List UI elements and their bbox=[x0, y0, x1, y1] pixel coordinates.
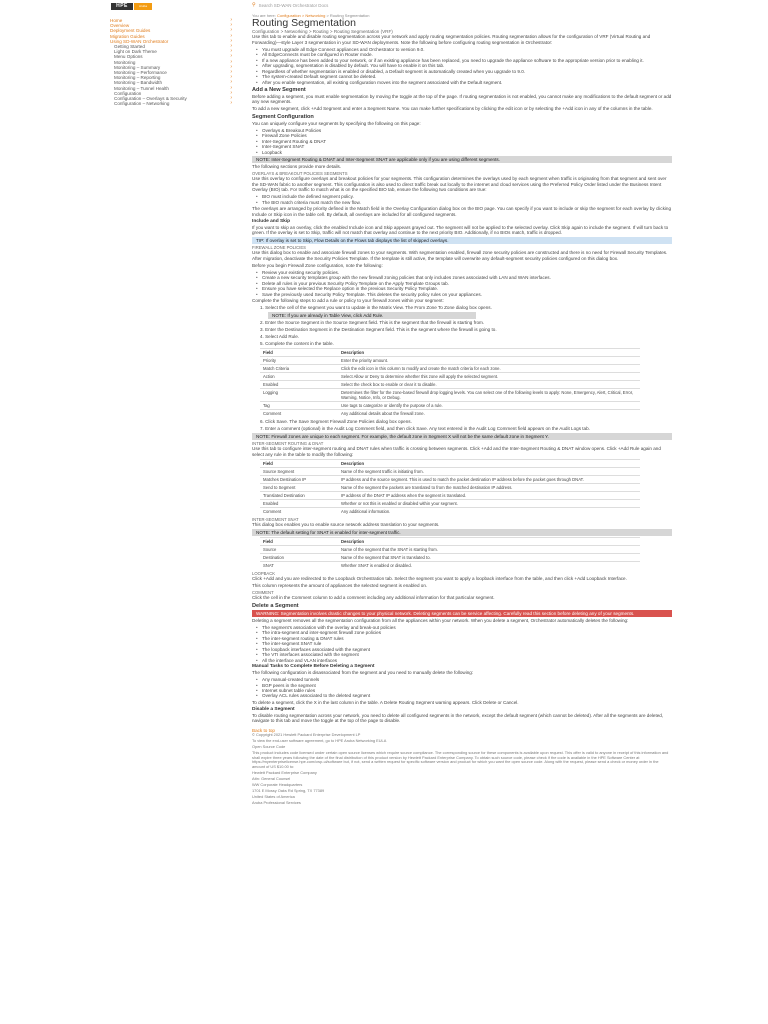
sidebar-item-label: Home bbox=[110, 18, 123, 23]
loopback-label: LOOPBACK bbox=[252, 571, 276, 577]
list-item: • After you enable segmentation, all existing configuration moves into the segment associated with the Default segment. bbox=[262, 80, 672, 85]
table-row bbox=[260, 546, 640, 554]
sidebar-nav bbox=[110, 18, 232, 106]
list-item: • Save the previously used Security Policy Template. This deletes the security policy rules on your appliances. bbox=[262, 292, 672, 297]
comment-label: COMMENT bbox=[252, 590, 274, 596]
inter-segment-snat-label: INTER-SEGMENT SNAT bbox=[252, 516, 299, 522]
list-item: • The inter-segment routing & DNAT rules bbox=[262, 636, 672, 641]
footer-line: Open Source Code bbox=[252, 743, 286, 749]
table-cell: Translated Destination bbox=[260, 491, 338, 499]
footer-line: © Copyright 2021 Hewlett Packard Enterprise Development LP bbox=[252, 731, 361, 737]
note-snat-default: NOTE: The default setting for SNAT is enabled for inter-segment traffic. bbox=[252, 529, 672, 536]
loopback-text-2: This column represents the amount of appliances the selected segment is enabled on. bbox=[252, 583, 428, 589]
list-item: • Create a new security templates group with the new firewall zoning policies that only includes zones associated with LAN and WAN interfaces. bbox=[262, 275, 672, 280]
overlays-text: Use this overlay to configure overlays and breakout policies for your segments. This configuration determines the overlays used by each segment when traffic is originating from that segment and sent over the SD-WAN fabric to another segment. This configuration is also used to direct traffic break out locally to the internet and cloud services using the Preferred Policy Order listed under the Business Intent Overlay (BIO) tab. For traffic to match what is on the specified BIO tab, ensure the following two conditions are true: bbox=[252, 176, 667, 193]
table-row bbox=[260, 483, 640, 491]
table-cell: Destination bbox=[260, 554, 338, 562]
table-cell: Matches Destination IP bbox=[260, 475, 338, 483]
table-cell: Any additional information. bbox=[338, 507, 640, 515]
sidebar-item-label: Monitoring – Bandwidth bbox=[114, 80, 163, 86]
table-cell: Name of the segment traffic is initiating from. bbox=[338, 467, 640, 475]
firewall-zone-text-2: Before you begin Firewall Zone configuration, note the following: bbox=[252, 262, 383, 268]
table-cell: Comment bbox=[260, 410, 338, 418]
sidebar-item-label: Monitoring – Reporting bbox=[114, 75, 161, 81]
segment-config-heading: Segment Configuration bbox=[252, 113, 314, 120]
list-item: • Review your existing security policies. bbox=[262, 270, 672, 275]
list-item: • The BIO match criteria must match the new flow. bbox=[262, 200, 672, 205]
table-row bbox=[260, 554, 640, 562]
table-row bbox=[260, 389, 640, 402]
breadcrumb-prefix: You are here: bbox=[252, 13, 277, 18]
table-cell: Source bbox=[260, 546, 338, 554]
sidebar-item-label: Overview bbox=[110, 23, 130, 29]
table-cell: Any additional details about the firewall zone. bbox=[338, 410, 640, 418]
table-cell: IP address and the source segment. This is used to match the packet destination IP address before the packet goes through DNAT. bbox=[338, 475, 640, 483]
list-item: • The system-created Default segment cannot be deleted. bbox=[262, 74, 672, 79]
table-row bbox=[260, 402, 640, 410]
table-cell: Tag bbox=[260, 402, 338, 410]
sidebar-item-label: Configuration – Networking bbox=[114, 101, 170, 107]
note-inter-segment: NOTE: Inter-Segment Routing & DNAT and Inter-Segment SNAT are applicable only if you are using different segments. bbox=[252, 156, 672, 163]
sidebar-item-label: Deployment Guides bbox=[110, 28, 151, 34]
sidebar-item-label: Monitoring bbox=[114, 59, 136, 65]
manual-tasks-text: The following configuration is disassociated from the segment and you need to manually delete the following: bbox=[252, 670, 474, 676]
sidebar-item[interactable] bbox=[110, 101, 232, 106]
footer bbox=[252, 733, 672, 806]
table-cell: Logging bbox=[260, 389, 338, 402]
chevron-right-icon[interactable]: › bbox=[230, 100, 232, 107]
firewall-zone-list bbox=[252, 270, 672, 297]
table-header: Description bbox=[338, 459, 640, 467]
footer-line: Attn: General Counsel bbox=[252, 776, 291, 781]
step-6: 6. Click Save. The Save Segment Firewall Zone Policies dialog box opens. bbox=[260, 419, 412, 425]
add-segment-heading: Add a New Segment bbox=[252, 86, 306, 93]
step-3: 3. Enter the Destination Segment in the Destination Segment field. This is the segment where the firewall is going to. bbox=[260, 327, 497, 333]
table-header: Field bbox=[260, 349, 338, 357]
footer-line: This product includes code licensed under certain open source licenses which require source compliance. The corresponding source for these components is available upon request. This offer is valid to anyone in receipt of this information and shall expire three years following the date of the final distribution of this product version by Hewlett Packard Enterprise Company. To obtain such source code, please check if the code is available in the HPE Software Center at https://myenterpriselicense.hpe.com/cwp-ui/software but, if not, send a written request for specific software version and product for which you want the open source code. Along with the request, please send a check or money order in the amount of US $10.00 to: bbox=[252, 750, 669, 769]
table-cell: Whether or not this is enabled or disabled within your segment. bbox=[338, 499, 640, 507]
chevron-right-icon[interactable]: › bbox=[230, 89, 232, 96]
list-item: • BGP peers in the segment bbox=[262, 683, 672, 688]
inter-segment-routing-label: INTER-SEGMENT ROUTING & DNAT bbox=[252, 441, 324, 447]
include-skip-heading: Include and Skip bbox=[252, 218, 291, 224]
step-2: 2. Enter the Source Segment in the Source Segment field. This is the segment that the firewall is starting from. bbox=[260, 320, 485, 326]
footer-line: Aruba Professional Services bbox=[252, 800, 301, 806]
table-row bbox=[260, 373, 640, 381]
manual-tasks-list bbox=[252, 677, 672, 699]
table-cell: Click the edit icon in this column to modify and create the match criteria for each zone. bbox=[338, 365, 640, 373]
menu-path: Configuration > Networking > Routing > Routing Segmentation (VRF) bbox=[252, 29, 393, 34]
delete-segment-text: Deleting a segment removes all the segmentation configuration from all the appliances within your network. When you delete a segment, Orchestrator automatically deletes the following: bbox=[252, 618, 629, 623]
table-cell: Whether SNAT is enabled or disabled. bbox=[338, 562, 640, 570]
step-1: 1. Select the cell of the segment you want to update in the Matrix View. The From Zone To Zone dialog box opens. bbox=[260, 304, 492, 310]
sidebar-item-label: Light on Dark Theme bbox=[114, 49, 157, 55]
back-to-top-link[interactable]: Back to top bbox=[252, 727, 275, 733]
table-cell: Select Allow or Deny to determine whether this zone will apply the selected segment. bbox=[338, 373, 640, 381]
table-cell: Name of the segment the packets are translated to from the matched destination IP address. bbox=[338, 483, 640, 491]
footer-line: To view the end-user software agreement, go to HPE Aruba Networking EULA bbox=[252, 737, 387, 743]
step-7: 7. Enter a comment (optional) in the Audit Log Comment field, and then click Save. Any text entered in the Audit Log Comment field appears on the Audit Logs tab. bbox=[260, 426, 590, 432]
table-cell: Enabled bbox=[260, 381, 338, 389]
sidebar-item-label: Configuration bbox=[114, 90, 142, 96]
breadcrumb-link[interactable]: Configuration > Networking bbox=[276, 13, 326, 18]
firewall-zone-label: FIREWALL ZONE POLICIES bbox=[252, 245, 306, 251]
table-row bbox=[260, 410, 640, 418]
footer-line: Hewlett Packard Enterprise Company bbox=[252, 769, 317, 775]
table-row bbox=[260, 475, 640, 483]
chevron-right-icon[interactable]: › bbox=[230, 32, 232, 39]
table-cell: Name of the segment that the SNAT is starting from. bbox=[338, 546, 640, 554]
main-content bbox=[252, 0, 672, 807]
add-segment-text-2: To add a new segment, click +Add Segment and enter a Segment Name. You can make further specifications by clicking the edit icon or by selecting the +Add icon in any of the columns in the table. bbox=[252, 106, 653, 112]
list-item: • All EdgeConnects must be configured in Router mode. bbox=[262, 52, 672, 57]
table-cell: Priority bbox=[260, 357, 338, 365]
chevron-right-icon[interactable]: › bbox=[230, 17, 232, 23]
table-header: Description bbox=[338, 538, 640, 546]
include-skip-text: If you want to skip an overlay, click the enabled Include icon and Skip appears grayed out. The segment will not be applied to the selected overlay. Click Skip again to include the segment. If will turn back to green. If the overlay is set to Skip, traffic will not match that overlay and continue to the next priority BIO. Additionally, if no BIOs match, traffic is dropped. bbox=[252, 224, 669, 236]
chevron-right-icon[interactable]: › bbox=[230, 84, 232, 91]
segment-config-list bbox=[252, 128, 672, 155]
overlays-label: OVERLAYS & BREAKOUT POLICIES SEGMENTS bbox=[252, 171, 348, 177]
chevron-right-icon[interactable]: › bbox=[230, 53, 232, 60]
sidebar bbox=[104, 0, 230, 1024]
table-cell: Enabled bbox=[260, 499, 338, 507]
list-item: • Regardless of whether segmentation is enabled or disabled, a Default segment is automatically created when you upgrade to 9.0. bbox=[262, 69, 672, 74]
table-header-row bbox=[260, 538, 640, 546]
table-cell: Match Criteria bbox=[260, 365, 338, 373]
list-item: • All the interface and VLAN interfaces bbox=[262, 658, 672, 663]
footer-line: WW Corporate Headquarters bbox=[252, 782, 303, 788]
table-row bbox=[260, 507, 640, 515]
step-5: 5. Complete the content in the table. bbox=[260, 341, 334, 347]
firewall-zone-text: Use this dialog box to enable and associate firewall zones to your segments. With segmentation enabled, firewall zone security policies are constructed and there is no need for Firewall Security Templates. After migration, deactivate the Security Policies Template. If the template is still active, the template will overwrite any default-segment security policies configured on this dialog box. bbox=[252, 250, 668, 261]
table-cell: SNAT bbox=[260, 562, 338, 570]
table-row bbox=[260, 491, 640, 499]
list-item: • BIO must include the defined segment policy. bbox=[262, 194, 672, 199]
footer-line: United States of America bbox=[252, 794, 295, 800]
list-item: • Firewall Zone Policies bbox=[262, 133, 672, 138]
note-table-view: NOTE: If you are already in Table View, click Add Rule. bbox=[268, 312, 476, 319]
table-row bbox=[260, 562, 640, 570]
sidebar-item-label: Monitoring – Tunnel Health bbox=[114, 85, 169, 91]
sidebar-item-label: Monitoring – Summary bbox=[114, 64, 161, 70]
delete-segment-text-2: To delete a segment, click the X in the last column in the table. A Delete Routing Segment warning appears. Click Delete or Cancel. bbox=[252, 699, 519, 705]
list-item: • The inter-segment SNAT rule bbox=[262, 641, 672, 646]
chevron-right-icon[interactable]: › bbox=[230, 58, 232, 65]
table-cell: Action bbox=[260, 373, 338, 381]
breadcrumb-current: > Routing Segmentation bbox=[325, 13, 370, 18]
chevron-right-icon[interactable]: › bbox=[230, 22, 232, 29]
list-item: • Ensure you have selected the Replace option in the previous Security Policy Template. bbox=[262, 286, 672, 291]
table-header: Field bbox=[260, 538, 338, 546]
table-row bbox=[260, 381, 640, 389]
list-item: • Loopback bbox=[262, 150, 672, 155]
sections-text: The following sections provide more details. bbox=[252, 164, 342, 170]
chevron-right-icon[interactable]: › bbox=[230, 69, 232, 76]
chevron-right-icon[interactable]: › bbox=[230, 79, 232, 86]
chevron-right-icon[interactable]: › bbox=[230, 48, 232, 55]
sidebar-item-label: Migration Guides bbox=[110, 33, 145, 39]
table-header-row bbox=[260, 349, 640, 357]
table-row bbox=[260, 365, 640, 373]
list-item: • Inter-Segment Routing & DNAT bbox=[262, 139, 672, 144]
segment-config-text: You can uniquely configure your segments by specifying the following on this page: bbox=[252, 120, 421, 126]
add-segment-text-1: Before adding a segment, you must enable segmentation by moving the toggle at the top of the page. If routing segmentation is not enabled, you cannot make any modifications to the default segment or add any new segments. bbox=[252, 93, 672, 105]
manual-tasks-heading: Manual Tasks to Complete Before Deleting a Segment bbox=[252, 664, 375, 670]
table-header-row bbox=[260, 459, 640, 467]
list-item: • If a new appliance has been added to your network, or if an existing appliance has been replaced, you need to upgrade the appliance software to the appropriate version prior to enabling it. bbox=[262, 58, 672, 63]
chevron-right-icon[interactable]: › bbox=[230, 63, 232, 70]
overlays-conditions bbox=[252, 194, 672, 205]
list-item: • Internet subnet table rules bbox=[262, 688, 672, 693]
delete-segment-list bbox=[252, 625, 672, 663]
list-item: • Overlays & Breakout Policies bbox=[262, 128, 672, 133]
tip-skip: TIP: If overlay is set to Skip, Flow Details on the Flows tab displays the list of skipped overlays. bbox=[252, 237, 672, 244]
hpe-aruba-logo[interactable] bbox=[111, 2, 152, 10]
table-cell: Comment bbox=[260, 507, 338, 515]
inter-segment-routing-table bbox=[260, 459, 640, 515]
note-firewall-unique: NOTE: Firewall zones are unique to each segment. For example, the default zone in Segment X will not be the same default zone in Segment Y. bbox=[252, 433, 672, 440]
logo-mark: HPE bbox=[111, 3, 133, 10]
firewall-zone-table bbox=[260, 348, 640, 417]
table-header: Field bbox=[260, 459, 338, 467]
step-4: 4. Select Add Rule. bbox=[260, 334, 300, 340]
table-cell: Determines the filter for the zone-based firewall drop logging levels. You can select one of the following levels to apply: None, Emergency, Alert, Critical, Error, Warning, Notice, Info, or Debug. bbox=[338, 389, 640, 402]
table-cell: Select the check box to enable or clear it to disable. bbox=[338, 381, 640, 389]
sidebar-item-label: Configuration – Overlays & Security bbox=[114, 96, 187, 102]
search-bar[interactable] bbox=[252, 1, 672, 9]
delete-segment-heading: Delete a Segment bbox=[252, 602, 299, 609]
chevron-right-icon[interactable]: › bbox=[230, 95, 232, 102]
sidebar-item-label: Menu Options bbox=[114, 54, 143, 60]
chevron-right-icon[interactable]: › bbox=[230, 43, 232, 50]
table-cell: Use tags to categorize or identify the purpose of a rule. bbox=[338, 402, 640, 410]
table-cell: Source Segment bbox=[260, 467, 338, 475]
search-icon: ⚲ bbox=[252, 2, 256, 8]
footer-line: 1701 E Mossy Oaks Rd Spring, TX 77389 bbox=[252, 788, 325, 794]
loopback-text: Click +Add and you are redirected to the Loopback Orchestration tab. Select the segment you want to apply a loopback interface from the table, and then click +Add Loopback Interface. bbox=[252, 576, 627, 582]
sidebar-item-label: Monitoring – Performance bbox=[114, 70, 167, 76]
table-header: Description bbox=[338, 349, 640, 357]
intro-text: Use this tab to enable and disable routing segmentation across your network and apply routing segmentation policies. Routing segmentation allows for the configuration of VRF (Virtual Routing and Forwarding)—style Layer 3 segmentation in your SD-WAN deployments. Note the following before configuring routing segmentation in Orchestrator: bbox=[252, 34, 651, 45]
comment-text: Click the cell in the Comment column to add a comment including any additional information for that particular segment. bbox=[252, 595, 495, 601]
table-cell: Enter the priority amount. bbox=[338, 357, 640, 365]
table-row bbox=[260, 499, 640, 507]
chevron-right-icon[interactable]: › bbox=[230, 37, 232, 44]
inter-segment-routing-text: Use this tab to configure inter-segment routing and DNAT rules when traffic is crossing between segments. Click +Add and the Inter-Segment Routing & DNAT window opens. Click +Add Rule again and select any rule in the table to modify the following: bbox=[252, 446, 661, 457]
logo-sub: Aruba bbox=[134, 3, 152, 10]
warning-delete: WARNING: Segmentation involves drastic changes to your physical network. Deleting segments can be service affecting. Carefully read this section before deleting any of your segments. bbox=[252, 610, 672, 617]
chevron-right-icon[interactable]: › bbox=[230, 27, 232, 34]
page-title: Routing Segmentation bbox=[252, 17, 356, 29]
list-item: • The VTI interfaces associated with the segment bbox=[262, 652, 672, 657]
list-item: • The intra-segment and inter-segment firewall zone policies bbox=[262, 630, 672, 635]
list-item: • Any manual-created tunnels bbox=[262, 677, 672, 682]
search-input[interactable]: Search SD-WAN Orchestrator Docs bbox=[258, 2, 329, 8]
prereq-list bbox=[252, 47, 672, 85]
firewall-zone-text-3: Complete the following steps to add a rule or policy to your firewall zones within your segment: bbox=[252, 298, 444, 304]
list-item: • The loopback interfaces associated with the segment bbox=[262, 647, 672, 652]
list-item: • Inter-Segment SNAT bbox=[262, 144, 672, 149]
sidebar-item-label: Using SD-WAN Orchestrator bbox=[110, 38, 169, 44]
table-cell: Send to Segment bbox=[260, 483, 338, 491]
table-row bbox=[260, 357, 640, 365]
list-item: • You must upgrade all Edge Connect appliances and Orchestrator to version 9.0. bbox=[262, 47, 672, 52]
list-item: • After upgrading, segmentation is disabled by default. You will have to enable it on this tab. bbox=[262, 63, 672, 68]
table-cell: Name of the segment that SNAT is translated to. bbox=[338, 554, 640, 562]
disable-segment-text: To disable routing segmentation across your network, you need to delete all configured segments in the network, except the default segment (which cannot be deleted). After all the segments are deleted, navigate to this tab and move the toggle at the top of the page to disable. bbox=[252, 712, 664, 724]
disable-segment-heading: Disable a Segment bbox=[252, 706, 295, 712]
sidebar-item-label: Getting Started bbox=[114, 44, 145, 50]
table-row bbox=[260, 467, 640, 475]
list-item: • The segment's association with the overlay and break-out policies bbox=[262, 625, 672, 630]
list-item: • Delete all rules in your previous Security Policy Template on the Apply Template Groups tab. bbox=[262, 281, 672, 286]
inter-segment-snat-table bbox=[260, 537, 640, 569]
table-cell: IP address of the DNAT IP address when the segment is translated. bbox=[338, 491, 640, 499]
overlays-text-2: The overlays are arranged by priority defined in the Match field in the Overlay Configuration dialog box on the BIO page. You can specify if you want to include or skip the segment for each overlay by clicking Include or Skip icon in the table cell. By default, all overlays are included for all configured segments. bbox=[252, 206, 672, 217]
chevron-right-icon[interactable]: › bbox=[230, 74, 232, 81]
list-item: • Overlay ACL rules associated to the deleted segment bbox=[262, 693, 672, 698]
inter-segment-snat-text: This dialog box enables you to enable source network address translation to your segments. bbox=[252, 521, 440, 527]
